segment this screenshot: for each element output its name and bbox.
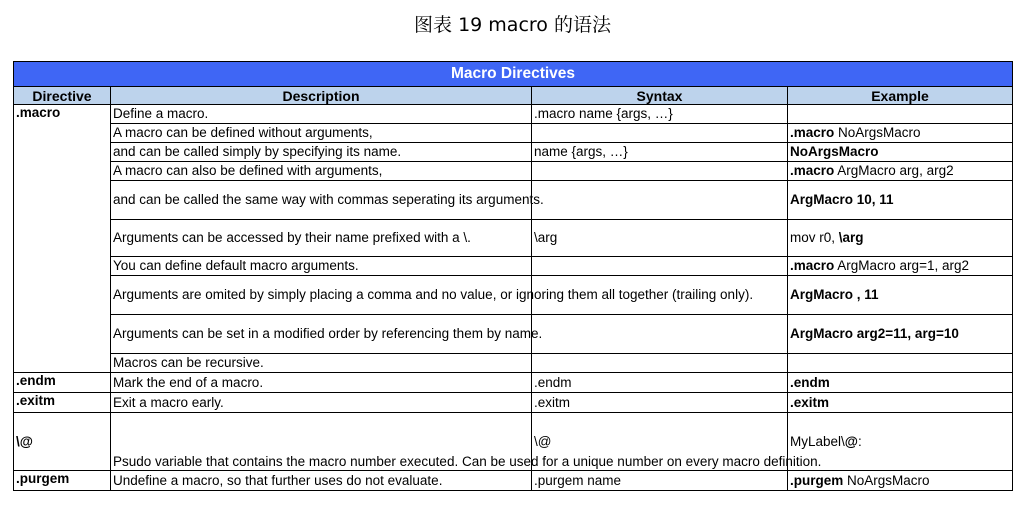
example-cell <box>788 257 1013 276</box>
example-keyword: NoArgsMacro <box>790 144 879 159</box>
syntax-cell <box>532 354 788 373</box>
example-text: : <box>857 433 862 449</box>
description-cell: Undefine a macro, so that further uses do not evaluate. <box>111 471 532 491</box>
figure-caption: 图表 19 macro 的语法 <box>414 14 611 36</box>
example-keyword: ArgMacro , 11 <box>790 287 879 302</box>
syntax-cell: .endm <box>532 373 788 393</box>
description-cell: A macro can be defined without arguments, <box>111 124 532 143</box>
description-cell: Exit a macro early. <box>111 393 532 413</box>
syntax-cell: \@ <box>532 413 788 471</box>
directive-cell: .purgem <box>14 471 111 491</box>
example-text: NoArgsMacro <box>843 472 930 488</box>
table-row <box>14 276 1013 315</box>
table-row <box>14 471 1013 491</box>
description-cell: and can be called the same way with commas seperating its arguments. <box>111 181 532 220</box>
table-row <box>14 143 1013 162</box>
description-cell: Mark the end of a macro. <box>111 373 532 393</box>
description-cell: Psudo variable that contains the macro number executed. Can be used for a unique number on every macro definition. <box>111 413 532 471</box>
header-description: Description <box>111 87 532 105</box>
example-text: ArgMacro arg, arg2 <box>834 163 954 178</box>
table-row <box>14 124 1013 143</box>
macro-directives-table <box>13 61 1013 491</box>
example-keyword: ArgMacro arg2=11, arg=10 <box>790 326 959 341</box>
table-row <box>14 220 1013 257</box>
table-row <box>14 354 1013 373</box>
example-cell <box>788 220 1013 257</box>
example-cell <box>788 162 1013 181</box>
syntax-cell: \arg <box>532 220 788 257</box>
syntax-cell: name {args, …} <box>532 143 788 162</box>
description-cell: Macros can be recursive. <box>111 354 532 373</box>
syntax-cell <box>532 257 788 276</box>
directive-cell: .macro <box>14 105 111 373</box>
example-keyword: .macro <box>790 163 835 178</box>
example-cell <box>788 373 1013 393</box>
example-cell <box>788 276 1013 315</box>
directive-cell: .endm <box>14 373 111 393</box>
description-cell: Arguments are omited by simply placing a comma and no value, or ignoring them all together (trailing only). <box>111 276 532 315</box>
syntax-cell: .exitm <box>532 393 788 413</box>
example-text: mov r0, <box>790 230 839 245</box>
example-text: MyLabel\ <box>790 433 845 449</box>
table-row <box>14 315 1013 354</box>
header-row <box>14 87 1013 105</box>
example-keyword: \arg <box>838 230 864 245</box>
header-syntax: Syntax <box>532 87 788 105</box>
syntax-cell <box>532 315 788 354</box>
table-row <box>14 413 1013 471</box>
example-keyword: .macro <box>790 258 835 273</box>
example-keyword: .purgem <box>790 472 844 488</box>
directive-cell: .exitm <box>14 393 111 413</box>
header-example: Example <box>788 87 1013 105</box>
syntax-cell <box>532 162 788 181</box>
syntax-cell: .purgem name <box>532 471 788 491</box>
example-cell <box>788 354 1013 373</box>
example-keyword: .macro <box>790 125 835 140</box>
table-row <box>14 162 1013 181</box>
example-cell <box>788 143 1013 162</box>
table-row <box>14 181 1013 220</box>
example-keyword: ArgMacro 10, 11 <box>790 192 894 207</box>
example-text: NoArgsMacro <box>834 125 921 140</box>
description-cell: You can define default macro arguments. <box>111 257 532 276</box>
description-cell: A macro can also be defined with arguments, <box>111 162 532 181</box>
example-cell <box>788 315 1013 354</box>
table-row <box>14 393 1013 413</box>
syntax-cell: .macro name {args, …} <box>532 105 788 124</box>
example-cell <box>788 181 1013 220</box>
description-cell: Define a macro. <box>111 105 532 124</box>
example-cell <box>788 124 1013 143</box>
example-cell <box>788 393 1013 413</box>
description-cell: Arguments can be accessed by their name prefixed with a \. <box>111 220 532 257</box>
table-title: Macro Directives <box>14 62 1013 87</box>
example-keyword: .exitm <box>790 394 830 410</box>
table-row <box>14 373 1013 393</box>
example-keyword: .endm <box>790 374 830 390</box>
example-keyword: @ <box>844 433 858 449</box>
header-directive: Directive <box>14 87 111 105</box>
example-cell <box>788 413 1013 471</box>
directive-cell: \@ <box>14 413 111 471</box>
example-cell <box>788 471 1013 491</box>
table-row <box>14 105 1013 124</box>
syntax-cell <box>532 124 788 143</box>
example-cell <box>788 105 1013 124</box>
description-cell: Arguments can be set in a modified order by referencing them by name. <box>111 315 532 354</box>
description-cell: and can be called simply by specifying its name. <box>111 143 532 162</box>
table-row <box>14 257 1013 276</box>
syntax-cell <box>532 181 788 220</box>
example-text: ArgMacro arg=1, arg2 <box>834 258 969 273</box>
